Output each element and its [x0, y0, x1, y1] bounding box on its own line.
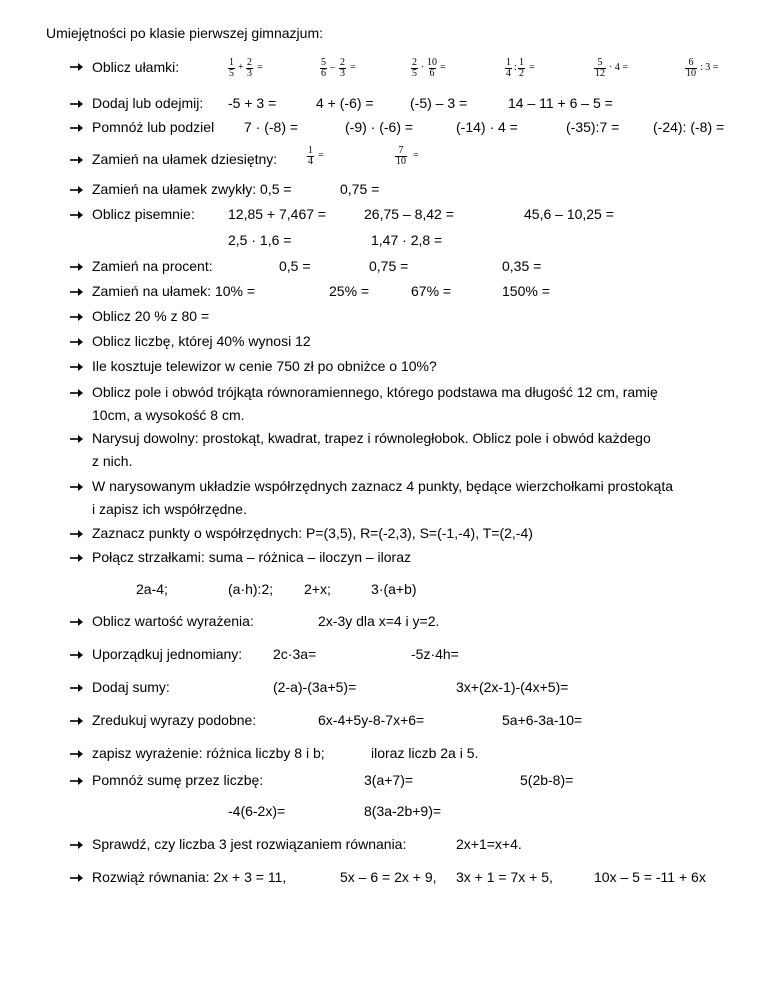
- fraction: $\frac{5}{12}$: [595, 57, 605, 79]
- expression: 25% =: [329, 283, 370, 299]
- right-arrow-icon: [70, 99, 84, 109]
- right-arrow-icon: [70, 683, 84, 693]
- expression: 3x + 1 = 7x + 5,: [456, 869, 553, 885]
- task-written-label: Oblicz pisemnie:: [92, 206, 195, 222]
- task-tv: Ile kosztuje telewizor w cenie 750 zł po obniżce o 10%?: [92, 358, 437, 374]
- right-arrow-icon: [70, 362, 84, 372]
- equals: =: [257, 62, 263, 73]
- right-arrow-icon: [70, 312, 84, 322]
- task-triangle-line1: Oblicz pole i obwód trójkąta równoramiennego, którego podstawa ma długość 12 cm, ramię: [92, 384, 658, 400]
- expression: 6x-4+5y-8-7x+6=: [318, 712, 425, 728]
- right-arrow-icon: [70, 776, 84, 786]
- right-arrow-icon: [70, 749, 84, 759]
- task-number-of: Oblicz liczbę, której 40% wynosi 12: [92, 333, 311, 349]
- task-sums-label: Dodaj sumy:: [92, 679, 170, 695]
- expression: 3x+(2x-1)-(4x+5)=: [456, 679, 569, 695]
- task-points: Zaznacz punkty o współrzędnych: P=(3,5), R=(-2,3), S=(-1,-4), T=(2,-4): [92, 525, 533, 541]
- fraction: $\frac{1}{2}$: [519, 57, 524, 79]
- expression: (-9) · (-6) =: [345, 119, 414, 135]
- equals: =: [440, 62, 446, 73]
- fraction: $\frac{2}{3}$: [247, 57, 252, 79]
- task-coords-line1: W narysowanym układzie współrzędnych zaznacz 4 punkty, będące wierzchołkami prostokąta: [92, 478, 674, 494]
- operator: +: [238, 62, 244, 73]
- expression: 1,47 · 2,8 =: [371, 232, 443, 248]
- right-arrow-icon: [70, 155, 84, 165]
- expression: (2-a)-(3a+5)=: [273, 679, 357, 695]
- equals: =: [318, 150, 324, 161]
- expression: 8(3a-2b+9)=: [364, 803, 442, 819]
- expression: 2x+1=x+4.: [456, 836, 522, 852]
- right-arrow-icon: [70, 185, 84, 195]
- operator: –: [330, 62, 335, 73]
- right-arrow-icon: [70, 840, 84, 850]
- expression: iloraz liczb 2a i 5.: [371, 745, 479, 761]
- expression: 14 – 11 + 6 – 5 =: [508, 95, 613, 111]
- task-to-fraction-label: Zamień na ułamek: 10% =: [92, 283, 256, 299]
- fraction: $\frac{5}{6}$: [321, 57, 326, 79]
- page-title: Umiejętności po klasie pierwszej gimnazjum:: [46, 25, 323, 41]
- operator: · 4 =: [609, 62, 628, 73]
- expression: 5(2b-8)=: [520, 772, 574, 788]
- expression: -4(6-2x)=: [228, 803, 286, 819]
- right-arrow-icon: [70, 337, 84, 347]
- expression: (-14) · 4 =: [456, 119, 518, 135]
- right-arrow-icon: [70, 287, 84, 297]
- right-arrow-icon: [70, 388, 84, 398]
- equals: =: [529, 62, 535, 73]
- right-arrow-icon: [70, 482, 84, 492]
- expression: 0,5 =: [279, 258, 311, 274]
- expression: 2c·3a=: [273, 646, 317, 662]
- task-monomials-label: Uporządkuj jednomiany:: [92, 646, 243, 662]
- right-arrow-icon: [70, 210, 84, 220]
- expression: (-5) – 3 =: [410, 95, 468, 111]
- fraction: $\frac{2}{3}$: [340, 57, 345, 79]
- equals: =: [413, 150, 419, 161]
- task-evaluate-label: Oblicz wartość wyrażenia:: [92, 613, 254, 629]
- expression: -5 + 3 =: [228, 95, 277, 111]
- fraction: $\frac{1}{4}$: [308, 145, 313, 167]
- task-solve-label: Rozwiąż równania: 2x + 3 = 11,: [92, 869, 287, 885]
- task-draw-line1: Narysuj dowolny: prostokąt, kwadrat, trapez i równoległobok. Oblicz pole i obwód każdego: [92, 430, 651, 446]
- expression: 4 + (-6) =: [316, 95, 374, 111]
- fraction: $\frac{1}{4}$: [506, 57, 511, 79]
- expression: -5z·4h=: [411, 646, 459, 662]
- task-triangle-line2: 10cm, a wysokość 8 cm.: [92, 407, 245, 423]
- expression: 5a+6-3a-10=: [502, 712, 583, 728]
- task-multiply-sum-label: Pomnóż sumę przez liczbę:: [92, 772, 264, 788]
- task-percent-of: Oblicz 20 % z 80 =: [92, 308, 210, 324]
- expression: 7 · (-8) =: [244, 119, 299, 135]
- fraction: $\frac{6}{10}$: [686, 57, 696, 79]
- expression: 2+x;: [304, 581, 331, 597]
- fraction: $\frac{1}{5}$: [229, 57, 234, 79]
- right-arrow-icon: [70, 434, 84, 444]
- right-arrow-icon: [70, 650, 84, 660]
- task-fractions-label: Oblicz ułamki:: [92, 59, 180, 75]
- expression: 12,85 + 7,467 =: [228, 206, 327, 222]
- expression: 0,75 =: [340, 181, 380, 197]
- task-to-percent-label: Zamień na procent:: [92, 258, 213, 274]
- expression: 67% =: [411, 283, 452, 299]
- operator: ·: [421, 62, 425, 73]
- task-check-label: Sprawdź, czy liczba 3 jest rozwiązaniem równania:: [92, 836, 407, 852]
- fraction: $\frac{2}{5}$: [412, 57, 417, 79]
- expression: 10x – 5 = -11 + 6x: [594, 869, 706, 885]
- right-arrow-icon: [70, 529, 84, 539]
- expression: 2x-3y dla x=4 i y=2.: [318, 613, 440, 629]
- expression: 150% =: [502, 283, 550, 299]
- right-arrow-icon: [70, 716, 84, 726]
- expression: 2,5 · 1,6 =: [228, 232, 292, 248]
- expression: 45,6 – 10,25 =: [524, 206, 614, 222]
- expression: 0,35 =: [502, 258, 542, 274]
- expression: 2a-4;: [136, 581, 168, 597]
- task-connect-label: Połącz strzałkami: suma – różnica – iloczyn – iloraz: [92, 549, 412, 565]
- expression: 26,75 – 8,42 =: [364, 206, 454, 222]
- task-to-decimal-label: Zamień na ułamek dziesiętny:: [92, 151, 278, 167]
- expression: 3(a+7)=: [364, 772, 414, 788]
- fraction: $\frac{7}{10}$: [396, 145, 406, 167]
- expression: 5x – 6 = 2x + 9,: [340, 869, 437, 885]
- task-to-common-label: Zamień na ułamek zwykły: 0,5 =: [92, 181, 292, 197]
- expression: 3·(a+b): [371, 581, 417, 597]
- right-arrow-icon: [70, 262, 84, 272]
- expression: (-24): (-8) =: [653, 119, 725, 135]
- expression: 0,75 =: [369, 258, 409, 274]
- expression: (-35):7 =: [566, 119, 620, 135]
- right-arrow-icon: [70, 553, 84, 563]
- equals: =: [350, 62, 356, 73]
- operator: :: [514, 62, 517, 73]
- fraction: $\frac{10}{6}$: [427, 57, 437, 79]
- operator: : 3 =: [700, 62, 719, 73]
- task-draw-line2: z nich.: [92, 453, 133, 469]
- task-coords-line2: i zapisz ich współrzędne.: [92, 501, 247, 517]
- task-mul-div-label: Pomnóż lub podziel: [92, 119, 215, 135]
- task-reduce-label: Zredukuj wyrazy podobne:: [92, 712, 257, 728]
- task-add-sub-label: Dodaj lub odejmij:: [92, 95, 204, 111]
- right-arrow-icon: [70, 123, 84, 133]
- expression: (a·h):2;: [228, 581, 274, 597]
- right-arrow-icon: [70, 62, 84, 72]
- right-arrow-icon: [70, 873, 84, 883]
- task-write-expr-label: zapisz wyrażenie: różnica liczby 8 i b;: [92, 745, 325, 761]
- right-arrow-icon: [70, 617, 84, 627]
